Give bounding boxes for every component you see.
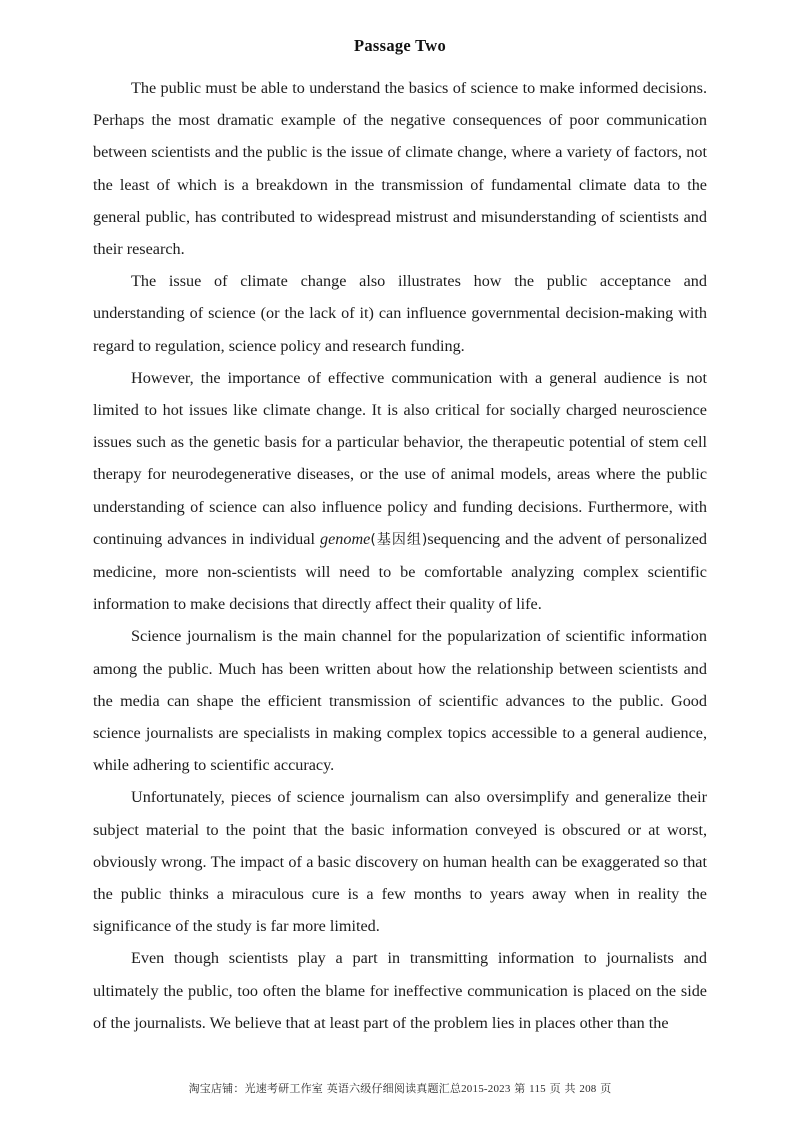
footer-current-page: 115 [529, 1083, 546, 1095]
footer-total-prefix: 共 [564, 1082, 576, 1095]
footer-page-prefix: 第 [514, 1082, 526, 1095]
paragraph-6: Even though scientists play a part in transmitting information to journalists and ultimately the public, too often the blame for ineffective communication is placed on the side of the journalists. We believe that at least part of the problem lies in places other than the [93, 949, 707, 1032]
glossed-term-genome: genome [320, 529, 371, 548]
glossed-term-chinese-gloss: (基因组) [370, 531, 428, 548]
paragraph-3 [93, 362, 707, 621]
footer-page-unit: 页 [549, 1082, 561, 1095]
paragraph-4: Science journalism is the main channel for the popularization of scientific information among the public. Much has been written about how the relationship between scientists and the media can shape the efficient transmission of scientific advances to the public. Good science journalists are specialists in making complex topics accessible to a general audience, while adhering to scientific accuracy. [93, 627, 707, 775]
paragraph-2: The issue of climate change also illustrates how the public acceptance and understanding of science (or the lack of it) can influence governmental decision-making with regard to regulation, science policy and research funding. [93, 272, 707, 355]
footer-book-title: 英语六级仔细阅读真题汇总 [326, 1082, 462, 1095]
paragraph-3-text-before-term: However, the importance of effective communication with a general audience is not limited to hot issues like climate change. It is also critical for socially charged neuroscience issues such as the genetic basis for a particular behavior, the therapeutic potential of stem cell therapy for neurodegenerative diseases, or the use of animal models, areas where the public understanding of science can also influence policy and funding decisions. Furthermore, with continuing advances in individual [93, 368, 707, 548]
paragraph-1: The public must be able to understand the basics of science to make informed decisions. Perhaps the most dramatic example of the negative consequences of poor communication between scientists and the public is the issue of climate change, where a variety of factors, not the least of which is a breakdown in the transmission of fundamental climate data to the general public, has contributed to widespread mistrust and misunderstanding of scientists and their research. [93, 79, 707, 259]
passage-body [93, 72, 707, 1080]
page-title: Passage Two [353, 36, 447, 55]
paragraph-3-text-after-term: sequencing and the advent of personalized medicine, more non-scientists will need to be comfortable analyzing complex scientific information to make decisions that directly affect their quality of life. [93, 529, 707, 614]
footer-total-unit: 页 [600, 1082, 612, 1095]
footer-year-range: 2015-2023 [461, 1083, 511, 1095]
footer-shop-label: 淘宝店铺：光速考研工作室 [188, 1082, 323, 1095]
page-footer [0, 1080, 800, 1096]
footer-total-pages: 208 [579, 1083, 597, 1095]
paragraph-5: Unfortunately, pieces of science journalism can also oversimplify and generalize their subject material to the point that the basic information conveyed is obscured or at worst, obviously wrong. The impact of a basic discovery on human health can be exaggerated so that the public thinks a miraculous cure is a few months to years away when in reality the significance of the study is far more limited. [93, 788, 707, 936]
